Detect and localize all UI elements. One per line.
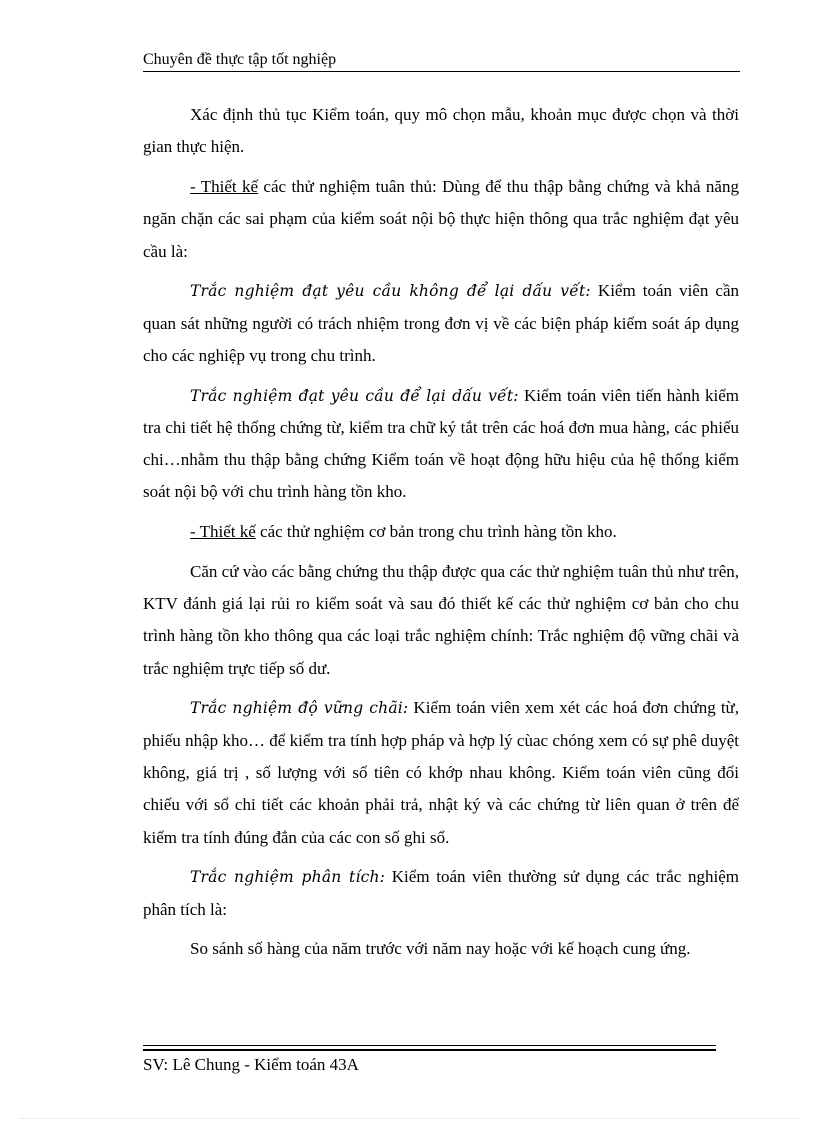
- paragraph-text: Kiểm toán viên tiến hành kiểm tra chi tiết hệ thống chứng từ, kiểm tra chữ ký tắt trên các hoá đơn mua hàng, các phiếu chi…nhằm thu thập bằng chứng Kiểm toán về hoạt động hữu hiệu của hệ thống kiểm soát nội bộ với chu trình hàng tồn kho.: [143, 385, 739, 502]
- footer-rule-thin: [143, 1045, 716, 1046]
- paragraph-text: Kiểm toán viên xem xét các hoá đơn chứng từ, phiếu nhập kho… để kiểm tra tính hợp pháp và hợp lý cùac chóng xem có sự phê duyệt không, giá trị , số lượng với số tiên có khớp nhau không. Kiểm toán viên cũng đối chiếu với sổ chi tiết các khoản phải trả, nhật ký và các chứng từ liên quan ở trên để kiểm tra tính đúng đắn của các con số ghi sổ.: [143, 698, 740, 847]
- paragraph-substantive-design: [143, 516, 739, 548]
- paragraph-text: các thử nghiệm cơ bản trong chu trình hàng tồn kho.: [255, 522, 617, 542]
- italic-lead: Trắc nghiệm đạt yêu cầu để lại dấu vết:: [190, 386, 519, 405]
- paragraph-compliance-design: [143, 171, 739, 268]
- paragraph-evidence-basis: [143, 556, 739, 685]
- page-edge-dots: [20, 1118, 800, 1119]
- paragraph-text: Kiểm toán viên thường sử dụng các trắc nghiệm phân tích là:: [143, 867, 739, 919]
- paragraph-text: Xác định thủ tục Kiểm toán, quy mô chọn mẫu, khoản mục được chọn và thời gian thực hiện.: [143, 105, 739, 157]
- header-rule: [143, 71, 740, 72]
- paragraph-text: Căn cứ vào các bằng chứng thu thập được qua các thử nghiệm tuân thủ như trên, KTV đánh giá lại rủi ro kiểm soát và sau đó thiết kế các thử nghiệm cơ bản cho chu trình hàng tồn kho thông qua các loại trắc nghiệm chính: Trắc nghiệm độ vững chãi và trắc nghiệm trực tiếp số dư.: [143, 561, 739, 678]
- paragraph-no-trace-test: [143, 275, 739, 372]
- italic-lead: Trắc nghiệm độ vững chãi:: [190, 699, 409, 718]
- paragraph-analytical-test: [143, 861, 739, 926]
- paragraph-comparison: [143, 933, 739, 965]
- paragraph-robustness-test: [143, 692, 739, 853]
- underlined-lead: - Thiết kế: [190, 176, 259, 196]
- paragraph-trace-test: [143, 380, 739, 509]
- footer-rule-thick: [143, 1049, 716, 1051]
- page-footer: SV: Lê Chung - Kiểm toán 43A: [143, 1055, 359, 1074]
- page-header-title: Chuyên đề thực tập tốt nghiệp: [143, 51, 337, 68]
- paragraph-text: Kiểm toán viên cần quan sát những người có trách nhiệm trong đơn vị về các biện pháp kiểm soát áp dụng cho các nghiệp vụ trong chu trình.: [143, 281, 739, 365]
- paragraph-text: các thử nghiệm tuân thủ: Dùng để thu thập bằng chứng và khả năng ngăn chặn các sai phạm của kiểm soát nội bộ thực hiện thông qua trắc nghiệm đạt yêu cầu là:: [143, 176, 739, 261]
- italic-lead: Trắc nghiệm đạt yêu cầu không để lại dấu vết:: [190, 282, 591, 301]
- document-body: [143, 99, 739, 973]
- paragraph-procedures: [143, 99, 739, 164]
- underlined-lead: - Thiết kế: [190, 522, 256, 542]
- paragraph-text: So sánh số hàng của năm trước với năm nay hoặc với kế hoạch cung ứng.: [190, 939, 691, 959]
- italic-lead: Trắc nghiệm phân tích:: [190, 868, 386, 887]
